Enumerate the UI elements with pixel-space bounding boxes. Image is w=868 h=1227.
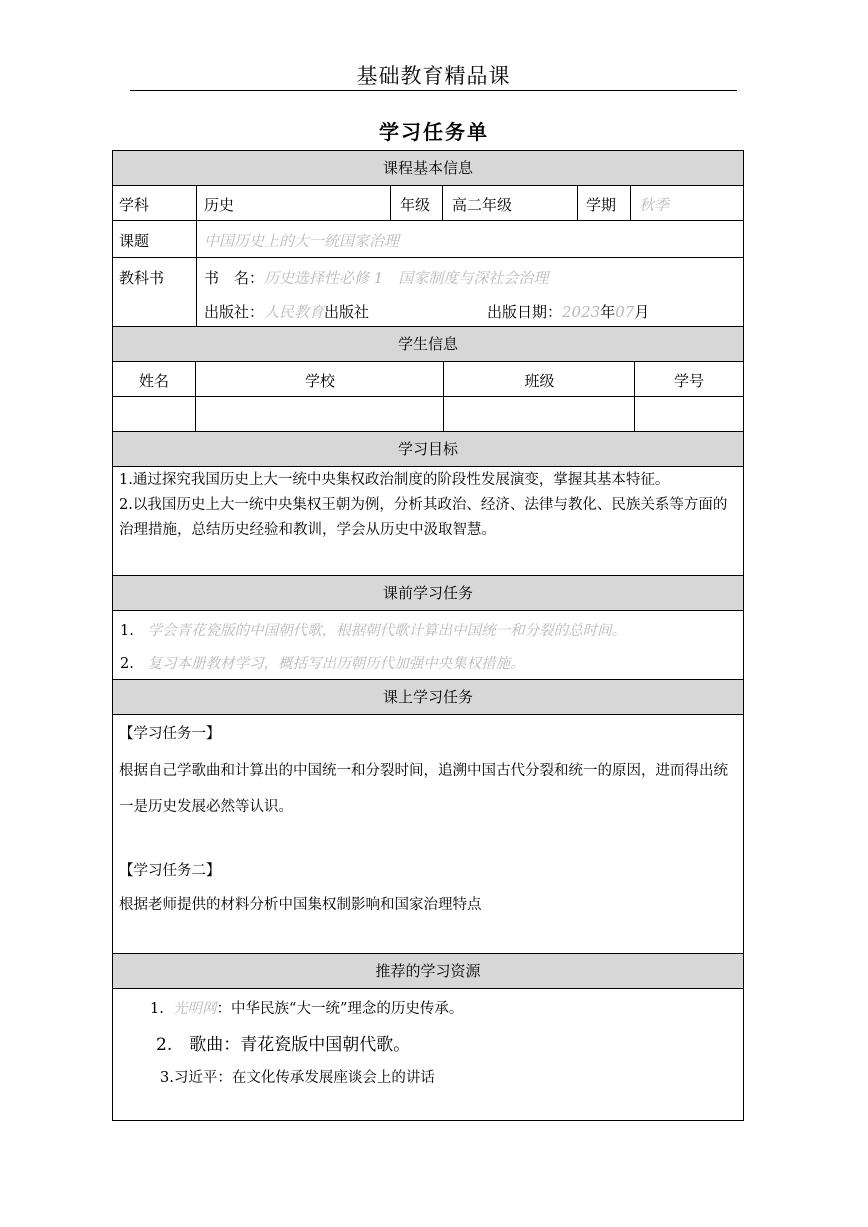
table-border [112,150,113,1121]
col-header-name: 姓名 [138,372,169,390]
pub-year: 2023 [562,303,601,321]
section-student-info [112,326,744,361]
resource-source: 光明网 [173,1001,217,1017]
term-value: 秋季 [639,196,670,214]
textbook-label: 教科书 [119,269,165,287]
row-divider [112,185,744,186]
section-title: 课上学习任务 [382,688,473,706]
pre-task-number: 1. [120,623,134,639]
book-name-row [204,267,548,288]
book-name-label: 书 名： [204,269,265,287]
row-divider [112,257,744,258]
section-goals [112,431,744,466]
section-title: 课程基本信息 [382,159,473,177]
topic-label: 课题 [119,232,150,250]
grade-value: 高二年级 [452,196,513,214]
row-divider [112,610,744,611]
year-char: 年 [600,303,616,321]
class-task2-text: 根据老师提供的材料分析中国集权制影响和国家治理特点 [119,897,482,913]
publisher-value: 人民教育 [264,303,325,321]
grade-label: 年级 [400,196,431,214]
document-title: 学习任务单 [379,120,489,144]
row-divider [112,988,744,989]
col-divider [577,185,578,220]
header-rule [130,90,737,91]
class-task1-title: 【学习任务一】 [119,726,221,742]
book-name-value: 历史选择性必修 1 国家制度与深社会治理 [264,269,549,287]
class-task2-title: 【学习任务二】 [119,863,221,879]
section-title: 学习目标 [397,440,458,458]
col-divider [390,185,391,220]
month-char: 月 [634,303,650,321]
row-divider [112,361,744,362]
pre-task-text: 复习本册教材学习，概括写出历朝历代加强中央集权措施。 [147,656,525,672]
publisher-label: 出版社： [204,303,265,321]
pub-date-label: 出版日期： [487,303,563,321]
section-title: 推荐的学习资源 [375,962,481,980]
topic-value: 中国历史上的大一统国家治理 [204,232,400,250]
table-border [743,150,744,1121]
section-title: 学生信息 [397,335,458,353]
resource-item [150,997,463,1018]
row-divider [112,679,744,680]
col-header-school: 学校 [304,372,335,390]
section-pre-tasks [112,575,744,610]
section-title: 课前学习任务 [382,584,473,602]
subject-value: 历史 [204,196,235,214]
table-border [112,150,744,151]
col-divider [196,185,197,326]
row-divider [112,575,744,576]
term-label: 学期 [586,196,617,214]
pre-task-item [120,652,525,673]
row-divider [112,326,744,327]
col-divider [442,185,443,220]
col-header-student-id: 学号 [673,372,704,390]
pre-task-item [120,619,626,640]
col-header-class: 班级 [524,372,555,390]
row-divider [112,431,744,432]
page-header-title: 基础教育精品课 [356,64,511,88]
pre-task-number: 2. [120,656,134,672]
col-divider [630,185,631,220]
pub-date-row [487,301,649,322]
pre-task-text: 学会青花瓷版的中国朝代歌，根据朝代歌计算出中国统一和分裂的总时间。 [147,623,627,639]
class-task1-text: 根据自己学歌曲和计算出的中国统一和分裂时间，追溯中国古代分裂和统一的原因，进而得出统一是历史发展必然等认识。 [119,763,728,815]
resource-item: 2. 歌曲：青花瓷版中国朝代歌。 [156,1035,411,1055]
table-border [112,1120,744,1121]
row-divider [112,220,744,221]
goal-item: 1.通过探究我国历史上大一统中央集权政治制度的阶段性发展演变，掌握其基本特征。 [119,472,670,488]
subject-label: 学科 [119,196,150,214]
section-resources [112,953,744,988]
publisher-suffix: 出版社 [324,303,370,321]
row-divider [112,466,744,467]
row-divider [112,714,744,715]
task-sheet-table [112,150,744,1121]
resource-text: ：中华民族“大一统”理念的历史传承。 [216,1001,464,1017]
section-class-tasks [112,679,744,714]
resource-item: 3.习近平：在文化传承发展座谈会上的讲话 [160,1070,435,1086]
pub-month: 07 [615,303,635,321]
row-divider [112,953,744,954]
resource-number: 1. [150,1001,164,1017]
row-divider [112,396,744,397]
publisher-row [204,301,369,322]
goal-item: 2.以我国历史上大一统中央集权王朝为例，分析其政治、经济、法律与教化、民族关系等方面的治理措施，总结历史经验和教训，学会从历史中汲取智慧。 [119,497,728,538]
section-course-info [112,150,744,185]
